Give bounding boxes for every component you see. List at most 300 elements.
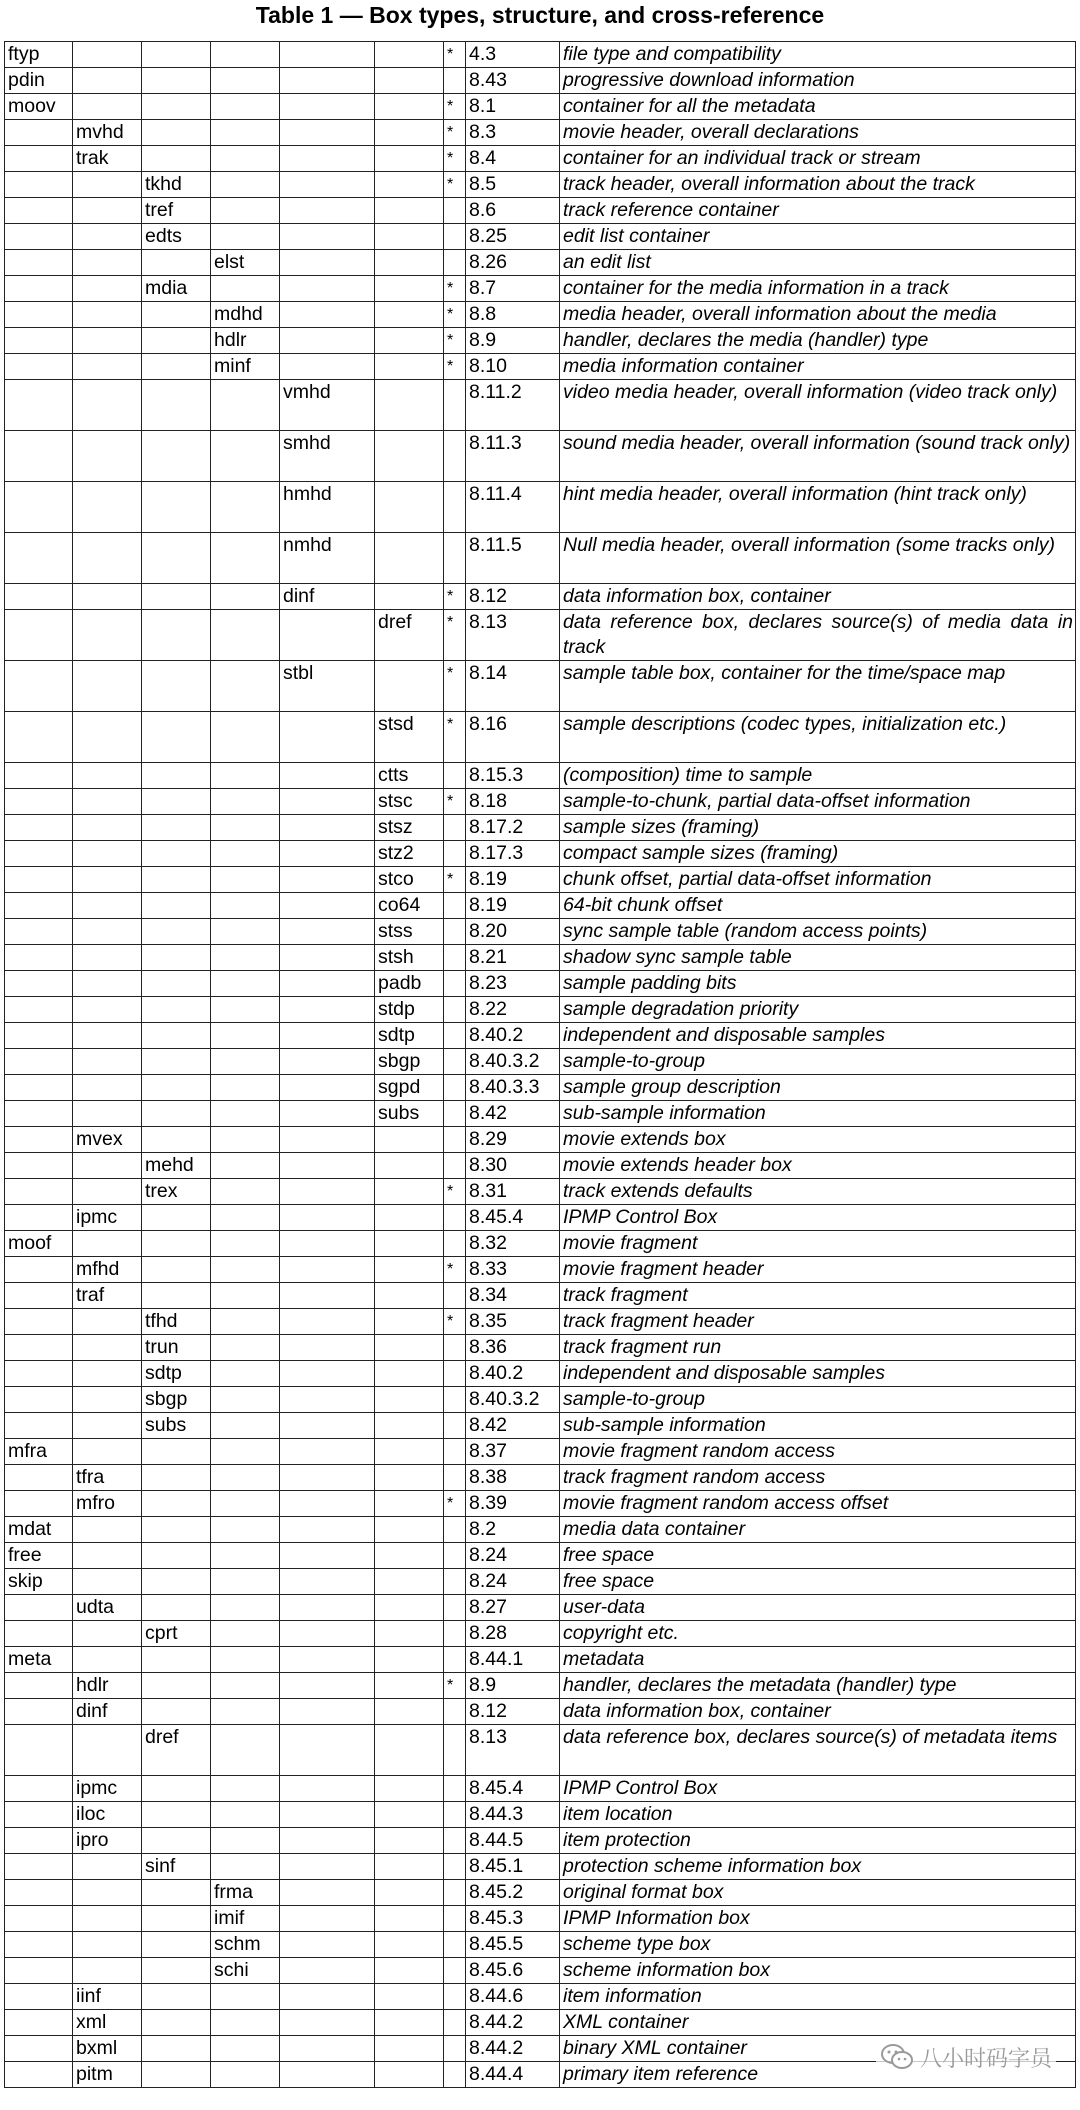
- level-cell: [280, 1932, 375, 1958]
- mandatory-mark-cell: *: [444, 584, 466, 610]
- section-ref-cell: 8.26: [466, 250, 560, 276]
- level-cell: [280, 1465, 375, 1491]
- level-cell: [280, 1828, 375, 1854]
- mandatory-mark-cell: [444, 893, 466, 919]
- level-cell: [280, 42, 375, 68]
- level-cell: [142, 789, 211, 815]
- description-cell: movie header, overall declarations: [560, 120, 1076, 146]
- table-row: [5, 815, 1076, 841]
- section-ref-cell: 8.40.3.2: [466, 1049, 560, 1075]
- mandatory-mark-cell: [444, 1906, 466, 1932]
- level-cell: [211, 1802, 280, 1828]
- level-cell: [73, 354, 142, 380]
- description-cell: (composition) time to sample: [560, 763, 1076, 789]
- section-ref-cell: 8.14: [466, 661, 560, 712]
- level-cell: [211, 276, 280, 302]
- level-cell: [375, 661, 444, 712]
- level-cell: [375, 172, 444, 198]
- description-cell: copyright etc.: [560, 1621, 1076, 1647]
- mandatory-mark-cell: [444, 1231, 466, 1257]
- level-cell: [375, 1335, 444, 1361]
- mandatory-mark-cell: [444, 1465, 466, 1491]
- level-cell: [73, 380, 142, 431]
- level-cell: [5, 1776, 73, 1802]
- box-name-cell: stss: [375, 919, 444, 945]
- level-cell: [5, 1257, 73, 1283]
- section-ref-cell: 8.33: [466, 1257, 560, 1283]
- level-cell: [142, 1569, 211, 1595]
- mandatory-mark-cell: [444, 1205, 466, 1231]
- mandatory-mark-cell: [444, 533, 466, 584]
- mandatory-mark-cell: [444, 1932, 466, 1958]
- description-cell: track header, overall information about the track: [560, 172, 1076, 198]
- level-cell: [280, 763, 375, 789]
- description-cell: user-data: [560, 1595, 1076, 1621]
- mandatory-mark-cell: [444, 2062, 466, 2088]
- mandatory-mark-cell: [444, 1699, 466, 1725]
- level-cell: [5, 1828, 73, 1854]
- level-cell: [73, 302, 142, 328]
- level-cell: [142, 712, 211, 763]
- mandatory-mark-cell: [444, 763, 466, 789]
- table-row: [5, 712, 1076, 763]
- table-row: [5, 250, 1076, 276]
- section-ref-cell: 8.5: [466, 172, 560, 198]
- level-cell: [5, 1075, 73, 1101]
- level-cell: [142, 661, 211, 712]
- level-cell: [211, 1179, 280, 1205]
- level-cell: [280, 1153, 375, 1179]
- level-cell: [280, 1439, 375, 1465]
- level-cell: [375, 431, 444, 482]
- level-cell: [5, 1413, 73, 1439]
- table-row: [5, 146, 1076, 172]
- level-cell: [375, 42, 444, 68]
- mandatory-mark-cell: [444, 997, 466, 1023]
- level-cell: [142, 146, 211, 172]
- level-cell: [211, 815, 280, 841]
- level-cell: [73, 1621, 142, 1647]
- box-name-cell: mdia: [142, 276, 211, 302]
- description-cell: metadata: [560, 1647, 1076, 1673]
- level-cell: [5, 198, 73, 224]
- level-cell: [211, 1387, 280, 1413]
- table-row: [5, 1231, 1076, 1257]
- level-cell: [280, 1387, 375, 1413]
- level-cell: [142, 1776, 211, 1802]
- description-cell: sample table box, container for the time/space map: [560, 661, 1076, 712]
- mandatory-mark-cell: *: [444, 328, 466, 354]
- level-cell: [73, 250, 142, 276]
- box-name-cell: stsd: [375, 712, 444, 763]
- section-ref-cell: 8.44.4: [466, 2062, 560, 2088]
- level-cell: [73, 1361, 142, 1387]
- mandatory-mark-cell: *: [444, 120, 466, 146]
- level-cell: [142, 120, 211, 146]
- mandatory-mark-cell: *: [444, 1673, 466, 1699]
- mandatory-mark-cell: [444, 1984, 466, 2010]
- level-cell: [280, 68, 375, 94]
- level-cell: [142, 1049, 211, 1075]
- level-cell: [280, 1984, 375, 2010]
- table-row: [5, 224, 1076, 250]
- level-cell: [375, 1776, 444, 1802]
- level-cell: [280, 1075, 375, 1101]
- level-cell: [142, 919, 211, 945]
- level-cell: [73, 1179, 142, 1205]
- section-ref-cell: 8.11.3: [466, 431, 560, 482]
- level-cell: [211, 533, 280, 584]
- description-cell: sample degradation priority: [560, 997, 1076, 1023]
- level-cell: [73, 94, 142, 120]
- level-cell: [211, 120, 280, 146]
- level-cell: [375, 1984, 444, 2010]
- table-row: [5, 1854, 1076, 1880]
- section-ref-cell: 8.28: [466, 1621, 560, 1647]
- table-row: [5, 1387, 1076, 1413]
- level-cell: [73, 1725, 142, 1776]
- mandatory-mark-cell: *: [444, 354, 466, 380]
- table-row: [5, 1101, 1076, 1127]
- level-cell: [280, 1049, 375, 1075]
- level-cell: [280, 1231, 375, 1257]
- level-cell: [211, 1257, 280, 1283]
- level-cell: [5, 997, 73, 1023]
- level-cell: [73, 328, 142, 354]
- level-cell: [211, 1465, 280, 1491]
- description-cell: XML container: [560, 2010, 1076, 2036]
- level-cell: [375, 533, 444, 584]
- level-cell: [280, 120, 375, 146]
- level-cell: [211, 1439, 280, 1465]
- section-ref-cell: 8.44.2: [466, 2036, 560, 2062]
- description-cell: container for an individual track or stream: [560, 146, 1076, 172]
- level-cell: [73, 1543, 142, 1569]
- mandatory-mark-cell: *: [444, 1309, 466, 1335]
- level-cell: [5, 1854, 73, 1880]
- section-ref-cell: 8.19: [466, 893, 560, 919]
- level-cell: [375, 2036, 444, 2062]
- section-ref-cell: 8.40.3.3: [466, 1075, 560, 1101]
- description-cell: scheme information box: [560, 1958, 1076, 1984]
- box-name-cell: ipmc: [73, 1776, 142, 1802]
- table-row: [5, 1802, 1076, 1828]
- description-cell: container for the media information in a track: [560, 276, 1076, 302]
- level-cell: [142, 610, 211, 661]
- table-row: [5, 1828, 1076, 1854]
- level-cell: [375, 68, 444, 94]
- level-cell: [280, 1673, 375, 1699]
- level-cell: [5, 1699, 73, 1725]
- level-cell: [211, 661, 280, 712]
- level-cell: [280, 1725, 375, 1776]
- table-row: [5, 1595, 1076, 1621]
- table-row: [5, 1049, 1076, 1075]
- mandatory-mark-cell: [444, 919, 466, 945]
- level-cell: [375, 1153, 444, 1179]
- level-cell: [142, 841, 211, 867]
- mandatory-mark-cell: [444, 945, 466, 971]
- level-cell: [280, 1647, 375, 1673]
- level-cell: [375, 146, 444, 172]
- level-cell: [73, 42, 142, 68]
- description-cell: track fragment header: [560, 1309, 1076, 1335]
- description-cell: track fragment random access: [560, 1465, 1076, 1491]
- mandatory-mark-cell: *: [444, 867, 466, 893]
- level-cell: [211, 1725, 280, 1776]
- box-name-cell: dinf: [280, 584, 375, 610]
- section-ref-cell: 8.9: [466, 1673, 560, 1699]
- table-row: [5, 1880, 1076, 1906]
- description-cell: handler, declares the metadata (handler) type: [560, 1673, 1076, 1699]
- level-cell: [211, 1335, 280, 1361]
- level-cell: [375, 482, 444, 533]
- table-row: [5, 610, 1076, 661]
- description-cell: original format box: [560, 1880, 1076, 1906]
- level-cell: [142, 94, 211, 120]
- level-cell: [280, 198, 375, 224]
- mandatory-mark-cell: [444, 1439, 466, 1465]
- box-name-cell: traf: [73, 1283, 142, 1309]
- mandatory-mark-cell: [444, 1517, 466, 1543]
- box-name-cell: mfro: [73, 1491, 142, 1517]
- box-name-cell: mfhd: [73, 1257, 142, 1283]
- level-cell: [280, 919, 375, 945]
- level-cell: [375, 198, 444, 224]
- level-cell: [280, 610, 375, 661]
- level-cell: [5, 867, 73, 893]
- section-ref-cell: 8.17.3: [466, 841, 560, 867]
- level-cell: [211, 584, 280, 610]
- section-ref-cell: 8.13: [466, 1725, 560, 1776]
- level-cell: [211, 867, 280, 893]
- level-cell: [375, 302, 444, 328]
- level-cell: [5, 380, 73, 431]
- level-cell: [5, 1595, 73, 1621]
- level-cell: [73, 482, 142, 533]
- table-row: [5, 68, 1076, 94]
- level-cell: [211, 1647, 280, 1673]
- level-cell: [5, 584, 73, 610]
- description-cell: sound media header, overall information (sound track only): [560, 431, 1076, 482]
- section-ref-cell: 4.3: [466, 42, 560, 68]
- level-cell: [73, 789, 142, 815]
- level-cell: [375, 354, 444, 380]
- level-cell: [73, 867, 142, 893]
- box-name-cell: vmhd: [280, 380, 375, 431]
- mandatory-mark-cell: *: [444, 42, 466, 68]
- level-cell: [375, 1647, 444, 1673]
- mandatory-mark-cell: [444, 380, 466, 431]
- description-cell: movie extends header box: [560, 1153, 1076, 1179]
- box-name-cell: mehd: [142, 1153, 211, 1179]
- level-cell: [5, 919, 73, 945]
- level-cell: [280, 1309, 375, 1335]
- section-ref-cell: 8.17.2: [466, 815, 560, 841]
- level-cell: [142, 354, 211, 380]
- level-cell: [5, 1205, 73, 1231]
- level-cell: [211, 945, 280, 971]
- level-cell: [211, 919, 280, 945]
- section-ref-cell: 8.32: [466, 1231, 560, 1257]
- level-cell: [211, 1049, 280, 1075]
- level-cell: [73, 997, 142, 1023]
- table-row: [5, 1023, 1076, 1049]
- level-cell: [73, 1231, 142, 1257]
- description-cell: track extends defaults: [560, 1179, 1076, 1205]
- watermark: [876, 2040, 1056, 2074]
- description-cell: movie fragment random access offset: [560, 1491, 1076, 1517]
- level-cell: [211, 198, 280, 224]
- box-name-cell: ipmc: [73, 1205, 142, 1231]
- box-name-cell: bxml: [73, 2036, 142, 2062]
- table-row: [5, 945, 1076, 971]
- mandatory-mark-cell: [444, 1361, 466, 1387]
- section-ref-cell: 8.15.3: [466, 763, 560, 789]
- box-name-cell: subs: [375, 1101, 444, 1127]
- description-cell: movie fragment: [560, 1231, 1076, 1257]
- box-name-cell: ftyp: [5, 42, 73, 68]
- level-cell: [73, 1023, 142, 1049]
- table-row: [5, 302, 1076, 328]
- description-cell: sync sample table (random access points): [560, 919, 1076, 945]
- table-row: [5, 1543, 1076, 1569]
- level-cell: [142, 1984, 211, 2010]
- description-cell: file type and compatibility: [560, 42, 1076, 68]
- box-name-cell: mdat: [5, 1517, 73, 1543]
- table-row: [5, 328, 1076, 354]
- box-name-cell: meta: [5, 1647, 73, 1673]
- box-name-cell: stdp: [375, 997, 444, 1023]
- table-row: [5, 1361, 1076, 1387]
- description-cell: free space: [560, 1543, 1076, 1569]
- table-row: [5, 533, 1076, 584]
- section-ref-cell: 8.35: [466, 1309, 560, 1335]
- level-cell: [211, 146, 280, 172]
- mandatory-mark-cell: [444, 1387, 466, 1413]
- level-cell: [280, 1023, 375, 1049]
- description-cell: protection scheme information box: [560, 1854, 1076, 1880]
- level-cell: [5, 712, 73, 763]
- section-ref-cell: 8.16: [466, 712, 560, 763]
- box-name-cell: trak: [73, 146, 142, 172]
- mandatory-mark-cell: [444, 1958, 466, 1984]
- level-cell: [280, 2010, 375, 2036]
- level-cell: [142, 1465, 211, 1491]
- level-cell: [5, 431, 73, 482]
- description-cell: data reference box, declares source(s) of metadata items: [560, 1725, 1076, 1776]
- level-cell: [73, 893, 142, 919]
- level-cell: [73, 945, 142, 971]
- level-cell: [280, 1802, 375, 1828]
- mandatory-mark-cell: *: [444, 1257, 466, 1283]
- level-cell: [211, 1984, 280, 2010]
- section-ref-cell: 8.25: [466, 224, 560, 250]
- level-cell: [142, 867, 211, 893]
- level-cell: [211, 1491, 280, 1517]
- box-name-cell: schm: [211, 1932, 280, 1958]
- table-row: [5, 893, 1076, 919]
- table-row: [5, 354, 1076, 380]
- section-ref-cell: 8.34: [466, 1283, 560, 1309]
- level-cell: [211, 1205, 280, 1231]
- level-cell: [5, 1023, 73, 1049]
- level-cell: [375, 1257, 444, 1283]
- level-cell: [5, 482, 73, 533]
- level-cell: [375, 1569, 444, 1595]
- level-cell: [142, 1283, 211, 1309]
- level-cell: [280, 224, 375, 250]
- box-types-table: [4, 41, 1076, 2088]
- description-cell: item protection: [560, 1828, 1076, 1854]
- description-cell: primary item reference: [560, 2062, 1076, 2088]
- level-cell: [375, 2062, 444, 2088]
- description-cell: 64-bit chunk offset: [560, 893, 1076, 919]
- section-ref-cell: 8.44.3: [466, 1802, 560, 1828]
- table-row: [5, 1491, 1076, 1517]
- mandatory-mark-cell: [444, 1543, 466, 1569]
- level-cell: [142, 763, 211, 789]
- level-cell: [73, 1906, 142, 1932]
- description-cell: item information: [560, 1984, 1076, 2010]
- table-row: [5, 919, 1076, 945]
- level-cell: [280, 1854, 375, 1880]
- level-cell: [5, 1958, 73, 1984]
- level-cell: [211, 610, 280, 661]
- level-cell: [280, 172, 375, 198]
- level-cell: [375, 1413, 444, 1439]
- level-cell: [5, 841, 73, 867]
- level-cell: [375, 1517, 444, 1543]
- table-row: [5, 1776, 1076, 1802]
- description-cell: movie fragment header: [560, 1257, 1076, 1283]
- box-name-cell: sinf: [142, 1854, 211, 1880]
- section-ref-cell: 8.8: [466, 302, 560, 328]
- level-cell: [5, 1387, 73, 1413]
- section-ref-cell: 8.45.1: [466, 1854, 560, 1880]
- level-cell: [280, 1413, 375, 1439]
- level-cell: [375, 1932, 444, 1958]
- section-ref-cell: 8.44.5: [466, 1828, 560, 1854]
- level-cell: [211, 68, 280, 94]
- box-name-cell: hdlr: [73, 1673, 142, 1699]
- level-cell: [211, 997, 280, 1023]
- level-cell: [280, 1179, 375, 1205]
- level-cell: [5, 945, 73, 971]
- level-cell: [211, 1023, 280, 1049]
- mandatory-mark-cell: *: [444, 276, 466, 302]
- box-name-cell: dinf: [73, 1699, 142, 1725]
- level-cell: [375, 1127, 444, 1153]
- level-cell: [73, 763, 142, 789]
- description-cell: container for all the metadata: [560, 94, 1076, 120]
- table-row: [5, 584, 1076, 610]
- level-cell: [211, 789, 280, 815]
- mandatory-mark-cell: *: [444, 1491, 466, 1517]
- section-ref-cell: 8.42: [466, 1101, 560, 1127]
- level-cell: [211, 1231, 280, 1257]
- table-row: [5, 971, 1076, 997]
- mandatory-mark-cell: [444, 198, 466, 224]
- description-cell: scheme type box: [560, 1932, 1076, 1958]
- level-cell: [375, 250, 444, 276]
- section-ref-cell: 8.12: [466, 584, 560, 610]
- level-cell: [73, 198, 142, 224]
- level-cell: [375, 380, 444, 431]
- level-cell: [280, 971, 375, 997]
- mandatory-mark-cell: *: [444, 302, 466, 328]
- box-name-cell: ipro: [73, 1828, 142, 1854]
